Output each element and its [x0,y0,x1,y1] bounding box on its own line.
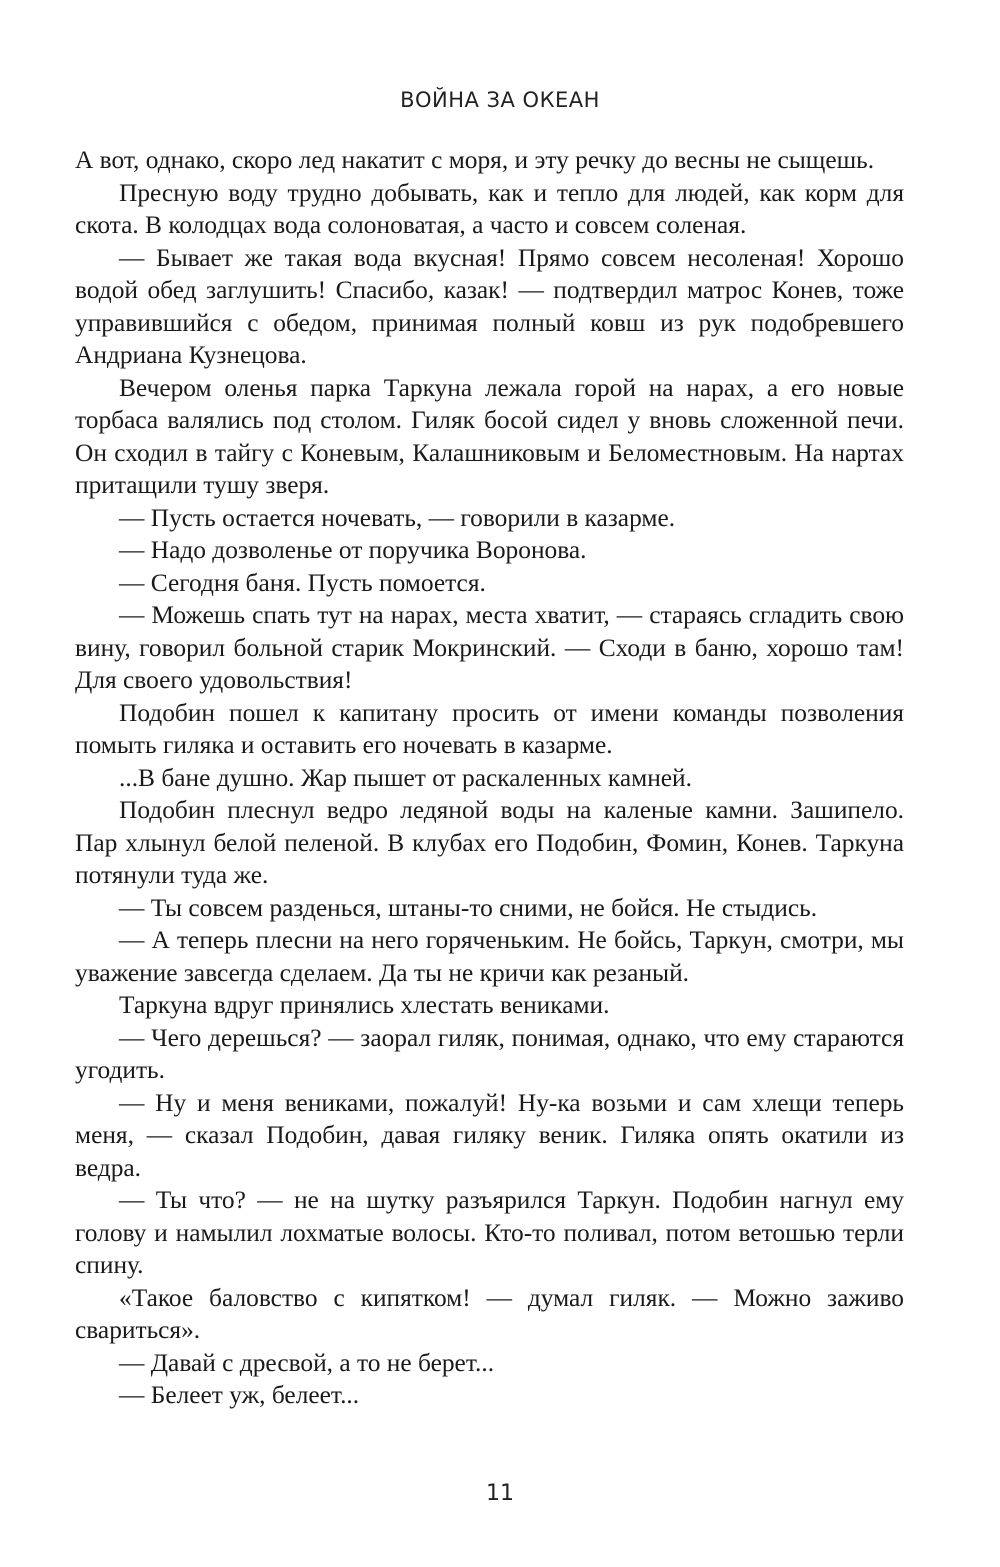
paragraph: — А теперь плесни на него горяченьким. Не бойсь, Таркун, смотри, мы уважение завсегда сделаем. Да ты не кричи как резаный. [75,926,904,987]
paragraph: — Сегодня баня. Пусть помоется. [119,568,486,597]
paragraph: — Ну и меня вениками, пожалуй! Ну-ка возьми и сам хлещи теперь меня, — сказал Подобин, давая гиляку веник. Гиляка опять окатили из ведра. [75,1088,904,1182]
paragraph: А вот, однако, скоро лед накатит с моря, и эту речку до весны не сыщешь. [75,146,875,174]
paragraph: Таркуна вдруг принялись хлестать вениками. [119,991,610,1019]
paragraph: — Пусть остается ночевать, — говорили в казарме. [119,503,676,532]
paragraph: Подобин пошел к капитану просить от имени команды позволения помыть гиляка и оставить его ночевать в казарме. [75,698,904,759]
page-number: 11 [486,1481,514,1506]
paragraph: Подобин плеснул ведро ледяной воды на каленые камни. Зашипело. Пар хлынул белой пеленой. В клубах его Подобин, Фомин, Конев. Таркуна потянули туда же. [75,796,904,889]
paragraph: ...В бане душно. Жар пышет от раскаленных камней. [119,763,692,792]
paragraph: «Такое баловство с кипятком! — думал гиляк. — Можно заживо свариться». [75,1283,904,1344]
paragraph: — Ты совсем разденься, штаны-то сними, не бойся. Не стыдись. [119,893,818,922]
paragraph: — Чего дерешься? — заорал гиляк, понимая, однако, что ему стараются угодить. [75,1023,904,1084]
paragraph: — Надо дозволенье от поручика Воронова. [119,536,587,564]
paragraph: — Белеет уж, белеет... [119,1381,360,1409]
paragraph: — Давай с дресвой, а то не берет... [119,1348,495,1377]
body-text [75,144,904,1412]
paragraph: Вечером оленья парка Таркуна лежала горой на нарах, а его новые торбаса валялись под столом. Гиляк босой сидел у вновь сложенной печи. Он сходил в тайгу с Коневым, Калашниковым и Беломестновым. На нартах притащили тушу зверя. [75,373,904,499]
paragraph: Пресную воду трудно добывать, как и тепло для людей, как корм для скота. В колодцах вода солоноватая, а часто и совсем соленая. [75,178,904,239]
running-header: ВОЙНА ЗА ОКЕАН [400,88,600,112]
paragraph: — Ты что? — не на шутку разъярился Таркун. Подобин нагнул ему голову и намылил лохматые волосы. Кто-то поливал, потом ветошью терли спину. [75,1186,904,1279]
paragraph: — Можешь спать тут на нарах, места хватит, — стараясь сгладить свою вину, говорил больной старик Мокринский. — Сходи в баню, хорошо там! Для своего удовольствия! [75,601,904,694]
paragraph: — Бывает же такая вода вкусная! Прямо совсем несоленая! Хорошо водой обед заглушить! Спасибо, казак! — подтвердил матрос Конев, тоже управившийся с обедом, принимая полный ковш из рук подобревшего Андриана Кузнецова. [75,243,904,369]
